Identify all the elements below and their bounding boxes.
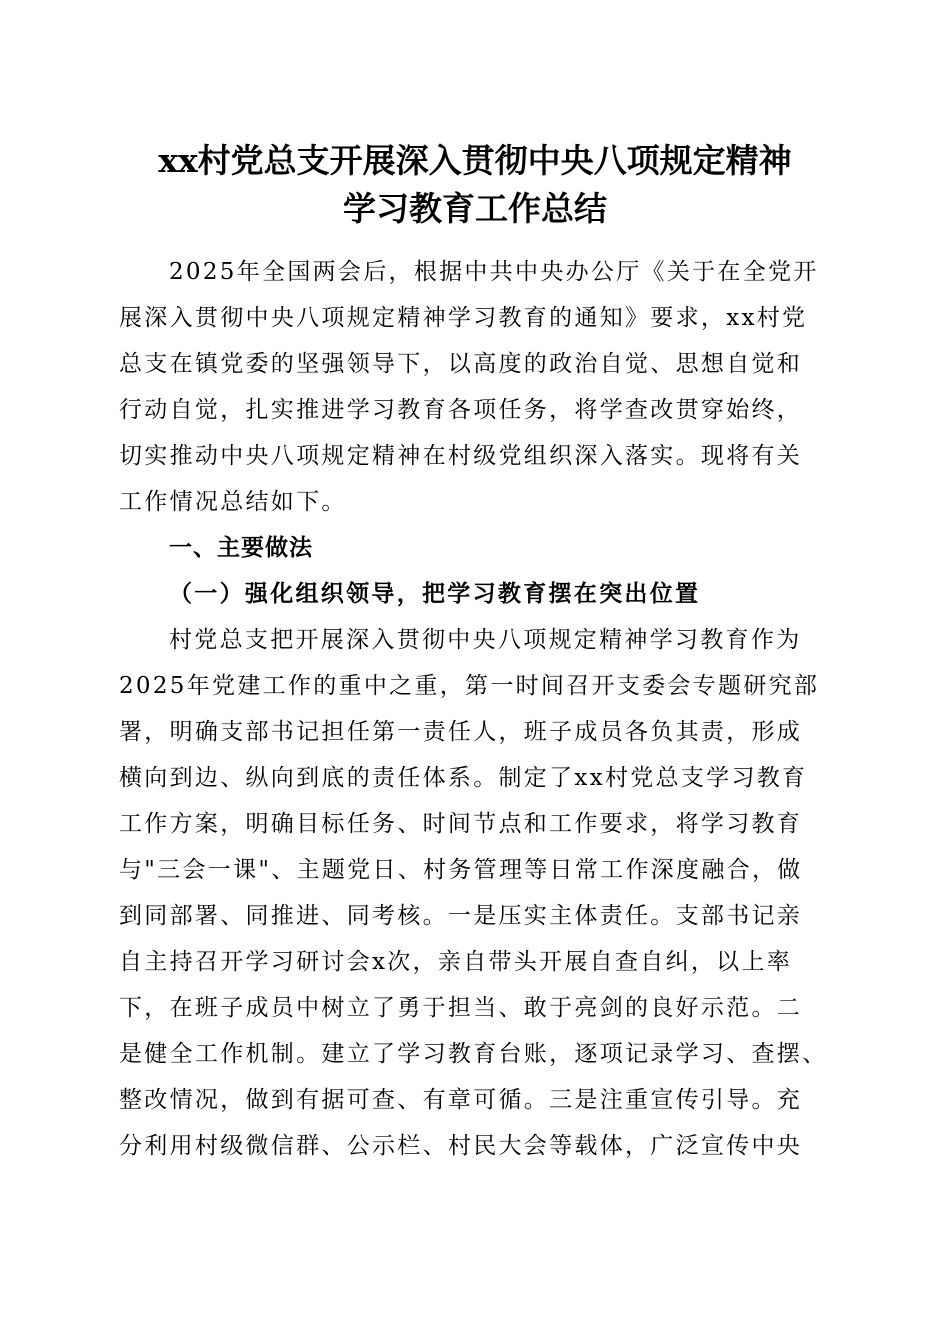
- intro-line: 2025年全国两会后，根据中共中央办公厅《关于在全党开: [169, 259, 819, 285]
- document-title-line-2: 学习教育工作总结: [343, 189, 607, 228]
- paragraph-line: 署，明确支部书记担任第一责任人，班子成员各负其责，形成: [119, 719, 803, 745]
- intro-line: 总支在镇党委的坚强领导下，以高度的政治自觉、思想自觉和: [119, 351, 803, 377]
- paragraph-line: 工作方案，明确目标任务、时间节点和工作要求，将学习教育: [119, 811, 803, 837]
- paragraph-line: 下，在班子成员中树立了勇于担当、敢于亮剑的良好示范。二: [119, 995, 803, 1021]
- subsection-heading: （一）强化组织领导，把学习教育摆在突出位置: [169, 580, 701, 607]
- intro-line: 切实推动中央八项规定精神在村级党组织深入落实。现将有关: [119, 443, 803, 469]
- paragraph-line: 横向到边、纵向到底的责任体系。制定了xx村党总支学习教育: [119, 765, 808, 791]
- document-body: [119, 249, 839, 1169]
- paragraph-line: 与"三会一课"、主题党日、村务管理等日常工作深度融合，做: [119, 857, 803, 883]
- paragraph-line: 整改情况，做到有据可查、有章可循。三是注重宣传引导。充: [119, 1087, 803, 1113]
- document-title-line-1: xx村党总支开展深入贯彻中央八项规定精神: [158, 141, 792, 180]
- paragraph-line: 自主持召开学习研讨会x次，亲自带头开展自查自纠，以上率: [119, 949, 793, 975]
- paragraph-line: 分利用村级微信群、公示栏、村民大会等载体，广泛宣传中央: [119, 1133, 803, 1159]
- paragraph-line: 2025年党建工作的重中之重，第一时间召开支委会专题研究部: [119, 673, 820, 699]
- section-heading: 一、主要做法: [169, 535, 313, 561]
- paragraph-line: 到同部署、同推进、同考核。一是压实主体责任。支部书记亲: [119, 903, 803, 929]
- intro-line: 工作情况总结如下。: [119, 489, 347, 515]
- intro-line: 展深入贯彻中央八项规定精神学习教育的通知》要求，xx村党: [119, 305, 808, 331]
- paragraph-line: 村党总支把开展深入贯彻中央八项规定精神学习教育作为: [169, 627, 802, 653]
- intro-line: 行动自觉，扎实推进学习教育各项任务，将学查改贯穿始终，: [119, 397, 803, 423]
- paragraph-line: 是健全工作机制。建立了学习教育台账，逐项记录学习、查摆、: [119, 1041, 828, 1067]
